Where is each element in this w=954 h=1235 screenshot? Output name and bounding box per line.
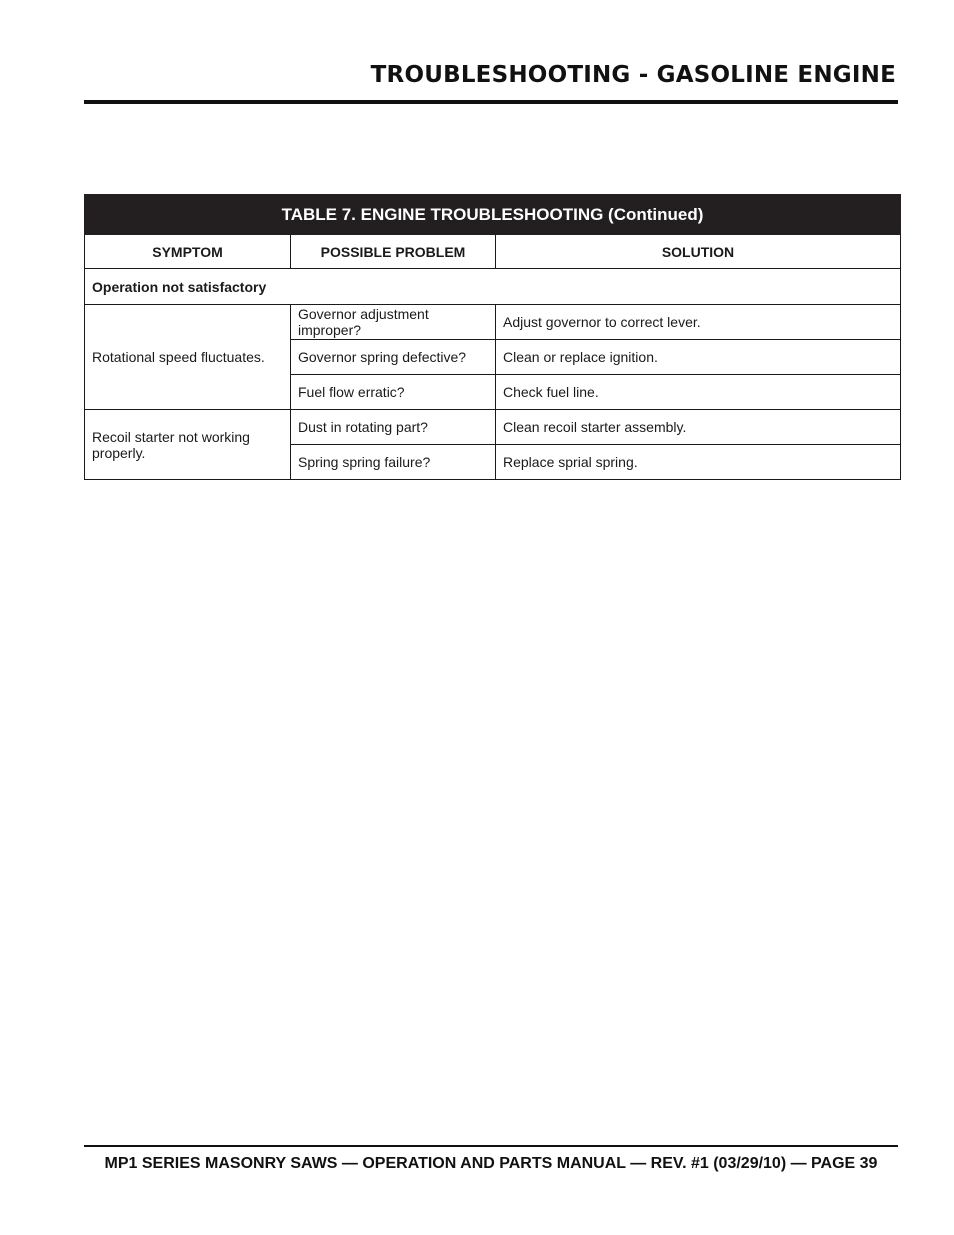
- troubleshooting-table: [84, 194, 901, 480]
- title-rule: [84, 100, 898, 104]
- group-label: Operation not satisfactory: [85, 269, 901, 305]
- column-header-possible-problem: POSSIBLE PROBLEM: [291, 235, 496, 269]
- solution-cell: Clean or replace ignition.: [496, 340, 901, 375]
- table-group-row: [85, 269, 901, 305]
- solution-cell: Replace sprial spring.: [496, 445, 901, 480]
- solution-cell: Adjust governor to correct lever.: [496, 305, 901, 340]
- footer-rule: [84, 1145, 898, 1147]
- problem-cell: Spring spring failure?: [291, 445, 496, 480]
- table-caption: TABLE 7. ENGINE TROUBLESHOOTING (Continued): [85, 195, 901, 235]
- table-header-row: [85, 235, 901, 269]
- table-caption-row: [85, 195, 901, 235]
- table-row: [85, 410, 901, 445]
- problem-cell: Governor spring defective?: [291, 340, 496, 375]
- solution-cell: Clean recoil starter assembly.: [496, 410, 901, 445]
- page-footer: MP1 SERIES MASONRY SAWS — OPERATION AND PARTS MANUAL — REV. #1 (03/29/10) — PAGE 39: [104, 1155, 878, 1172]
- column-header-solution: SOLUTION: [496, 235, 901, 269]
- symptom-cell: Recoil starter not working properly.: [85, 410, 291, 480]
- symptom-cell: Rotational speed fluctuates.: [85, 305, 291, 410]
- problem-cell: Fuel flow erratic?: [291, 375, 496, 410]
- problem-cell: Dust in rotating part?: [291, 410, 496, 445]
- column-header-symptom: SYMPTOM: [85, 235, 291, 269]
- page-title: TROUBLESHOOTING - GASOLINE ENGINE: [370, 62, 896, 88]
- problem-cell: Governor adjustment improper?: [291, 305, 496, 340]
- solution-cell: Check fuel line.: [496, 375, 901, 410]
- table-row: [85, 305, 901, 340]
